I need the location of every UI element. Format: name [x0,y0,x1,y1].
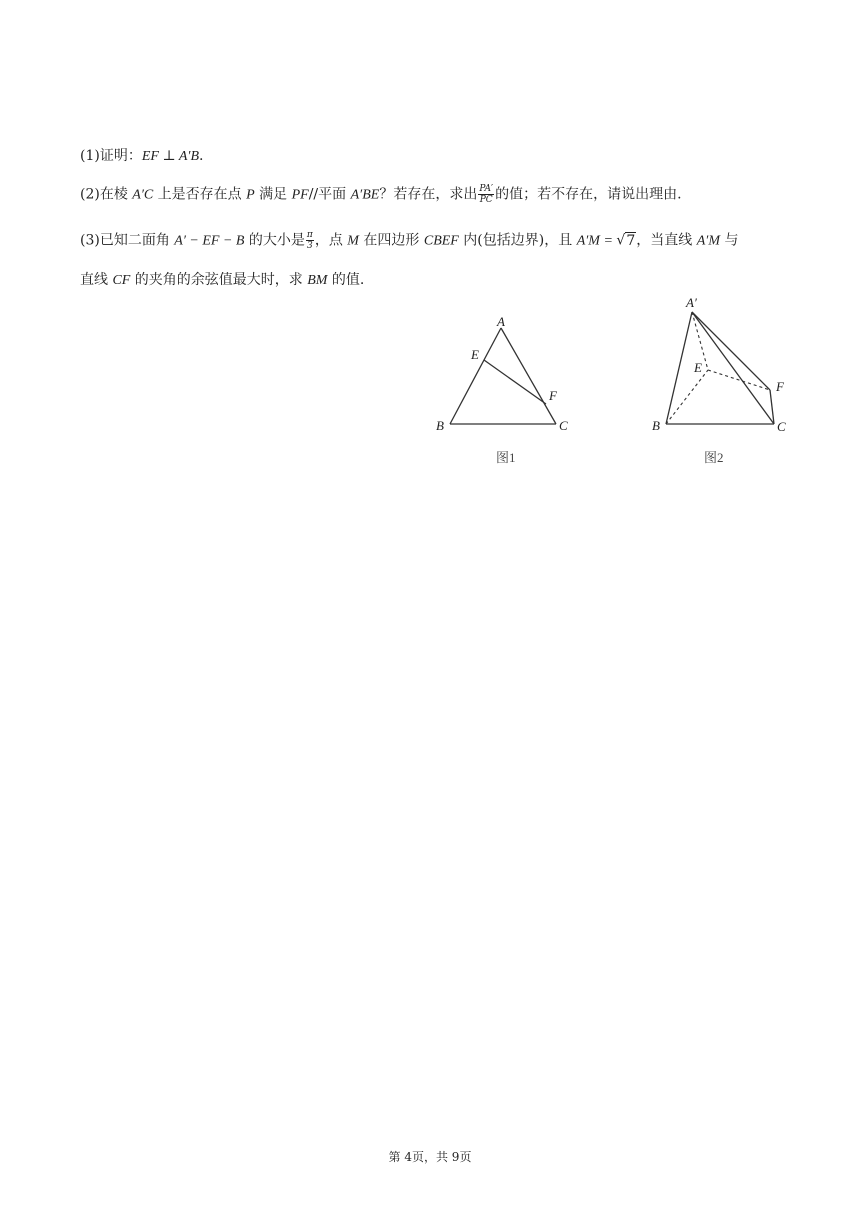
q2-math-line: PF [291,187,309,203]
question-2 [80,184,682,206]
sqrt-symbol: √ [616,232,626,249]
question-1 [80,146,203,167]
q2-fraction-numerator: PA′ [479,184,494,194]
q3-line2-math-bm: BM [307,273,328,288]
figure-2 [646,290,796,470]
q2-text-f: 的值；若不存在，请说出理由. [495,186,682,203]
label-C: C [559,418,568,433]
q3-math-quad: CBEF [423,233,459,249]
question-3-line-2 [80,270,364,291]
q3-text-b: 的大小是 [244,232,305,249]
q3-line2-math-cf: CF [112,273,131,288]
q3-line2-text-a: 直线 [80,272,113,288]
q3-math-point: M [347,233,359,249]
figure-2-caption: 图2 [704,450,724,465]
figure-1-caption: 图1 [496,450,516,465]
q1-label: (1)证明： [80,148,142,164]
q2-math-point: P [246,187,255,203]
q1-math: EF ⊥ A′B [141,149,200,164]
q2-text-b: 上是否存在点 [153,186,247,203]
label-E: E [694,360,702,375]
q3-text-f: ，当直线 [636,232,697,249]
label-F: F [776,379,784,394]
label-B: B [652,418,660,433]
label-F: F [549,388,557,403]
q2-text-d: //平面 [308,186,351,203]
q3-math-line: A′M [696,233,720,249]
q2-math-plane: A′BE [350,187,380,203]
q3-sqrt [616,232,636,249]
label-C: C [777,419,786,434]
q2-fraction [478,184,494,205]
sqrt-radicand: 7 [626,232,636,249]
q3-line2-text-b: 的夹角的余弦值最大时，求 [130,272,308,288]
q3-fraction [306,230,314,251]
label-A: A [497,314,505,329]
q2-text-a: (2)在棱 [80,186,133,203]
q3-text-c: ，点 [314,232,348,249]
q2-math-edge: A′C [132,187,154,203]
q1-period: . [199,148,204,164]
q3-fraction-numerator: π [306,230,313,240]
q3-text-g: 与 [720,232,739,249]
q2-text-e: ？若存在，求出 [379,186,478,203]
q3-math-dihedral: A′ − EF − B [174,233,245,249]
figure-1 [428,306,588,470]
q3-text-a: (3)已知二面角 [80,232,175,249]
edge-AC [501,328,556,424]
label-E: E [471,347,479,362]
edge-AB [450,328,501,424]
edge-A'F [692,312,770,390]
page-footer: 第 4页，共 9页 [388,1150,472,1164]
edge-EF [484,360,546,404]
q2-text-c: 满足 [254,186,292,203]
label-A-prime: A′ [686,295,697,310]
q3-fraction-denominator: 3 [307,241,313,251]
q3-line2-text-c: 的值. [327,272,365,288]
label-B: B [436,418,444,433]
edge-A'C [692,312,774,424]
q3-text-e: 内(包括边界)，且 [458,232,577,249]
q3-text-d: 在四边形 [358,232,424,249]
q3-math-length: A′M = [576,233,617,249]
question-3-line-1 [80,230,738,252]
edge-A'B [666,312,692,424]
q2-fraction-denominator: PC [479,195,493,205]
